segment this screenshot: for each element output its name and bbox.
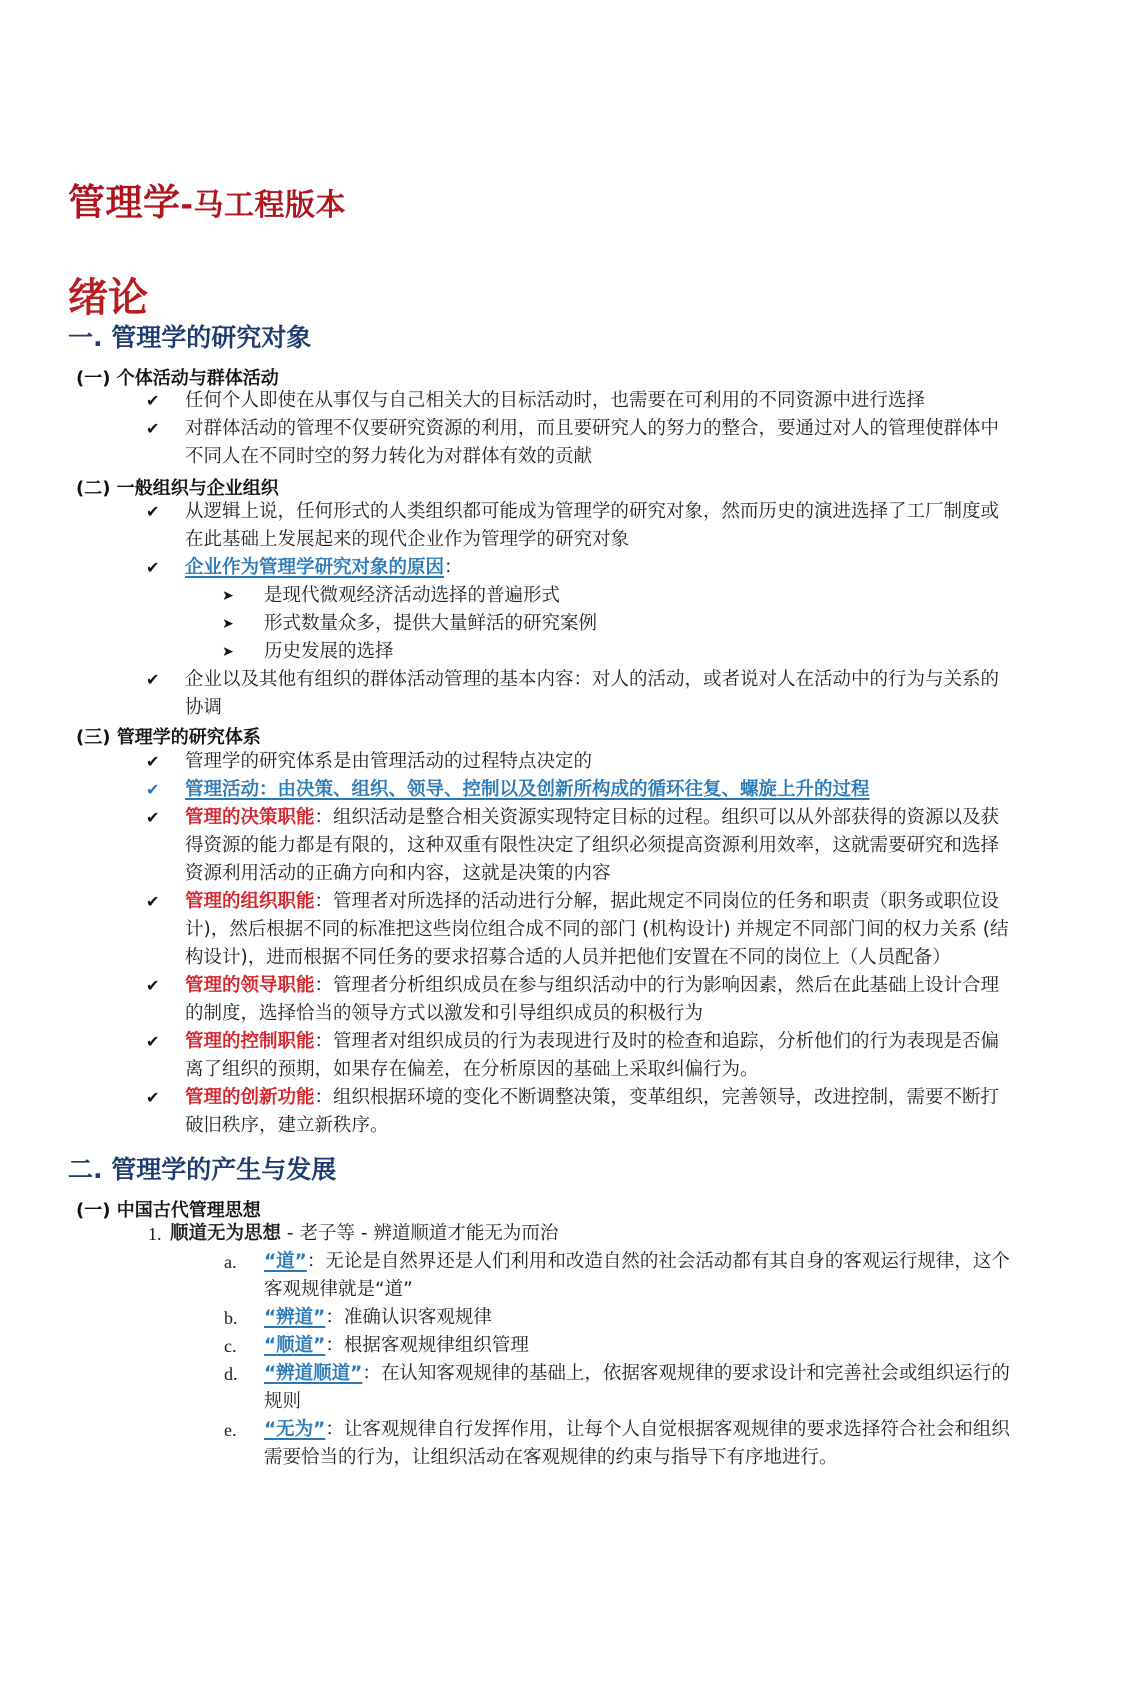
check-icon: ✔	[146, 752, 160, 771]
function-text-cont: 破旧秩序，建立新秩序。	[185, 1115, 389, 1136]
document-title	[68, 172, 346, 226]
check-icon: ✔	[146, 558, 160, 577]
term-text	[264, 1250, 1010, 1274]
check-icon: ✔	[146, 976, 160, 995]
list-number: 1.	[148, 1224, 162, 1244]
bullet-text: 对群体活动的管理不仅要研究资源的利用，而且要研究人的努力的整合，要通过对人的管理使群体中	[185, 418, 1000, 439]
term-text	[264, 1362, 1010, 1386]
term-text-cont: 客观规律就是“道”	[264, 1279, 413, 1300]
title-sub: -马工程版本	[180, 188, 346, 223]
bullet-text-cont: 在此基础上发展起来的现代企业作为管理学的研究对象	[185, 529, 630, 550]
sub-bullet-text: 形式数量众多，提供大量鲜活的研究案例	[264, 613, 598, 634]
sub-bullet-text: 是现代微观经济活动选择的普遍形式	[264, 585, 561, 606]
sub-bullet-text: 历史发展的选择	[264, 641, 394, 662]
term-text-cont: 规则	[264, 1391, 302, 1412]
term-text	[264, 1418, 1010, 1442]
function-label: 管理的组织职能	[185, 891, 315, 912]
list-letter: e.	[224, 1420, 237, 1440]
function-text	[185, 1086, 999, 1110]
term-desc: ：准确认识客观规律	[325, 1307, 492, 1328]
management-activity-link[interactable]: 管理活动：由决策、组织、领导、控制以及创新所构成的循环往复、螺旋上升的过程	[185, 779, 870, 800]
check-icon: ✔	[146, 808, 160, 827]
check-icon: ✔	[146, 391, 160, 410]
term-text	[264, 1334, 529, 1358]
check-icon: ✔	[146, 419, 160, 438]
reasons-link[interactable]: 企业作为管理学研究对象的原因	[185, 557, 445, 578]
term-link[interactable]: “辨道”	[264, 1307, 326, 1328]
function-text-cont: 得资源的能力都是有限的，这种双重有限性决定了组织必须提高资源利用效率，这就需要研究和选择	[185, 835, 1000, 856]
list-letter: d.	[224, 1364, 238, 1384]
title-main: 管理学	[68, 181, 181, 224]
bullet-text: 任何个人即使在从事仅与自己相关大的目标活动时，也需要在可利用的不同资源中进行选择	[185, 390, 926, 411]
subsection-title: (一) 个体活动与群体活动	[76, 368, 279, 389]
term-text	[264, 1306, 492, 1330]
function-desc: ：管理者对所选择的活动进行分解，据此规定不同岗位的任务和职责（职务或职位设	[314, 891, 1000, 912]
subsection-title: (三) 管理学的研究体系	[76, 727, 261, 748]
bullet-text-cont: 协调	[185, 697, 223, 718]
check-icon: ✔	[146, 892, 160, 911]
section-title: 二. 管理学的产生与发展	[68, 1155, 337, 1184]
term-desc: ：在认知客观规律的基础上，依据客观规律的要求设计和完善社会或组织运行的	[362, 1363, 1010, 1384]
bullet-text	[185, 556, 463, 580]
subsection-title: (二) 一般组织与企业组织	[76, 478, 279, 499]
function-label: 管理的创新功能	[185, 1087, 315, 1108]
arrow-bullet-icon: ➤	[222, 616, 234, 632]
list-letter: a.	[224, 1252, 237, 1272]
bullet-text	[185, 778, 870, 802]
term-link[interactable]: “辨道顺道”	[264, 1363, 363, 1384]
function-desc: ：管理者分析组织成员在参与组织活动中的行为影响因素，然后在此基础上设计合理	[314, 975, 1000, 996]
bullet-text-cont: 不同人在不同时空的努力转化为对群体有效的贡献	[185, 446, 593, 467]
arrow-bullet-icon: ➤	[222, 644, 234, 660]
term-link[interactable]: “道”	[264, 1251, 307, 1272]
function-label: 管理的领导职能	[185, 975, 315, 996]
term-link[interactable]: “无为”	[264, 1419, 326, 1440]
term-text-cont: 需要恰当的行为，让组织活动在客观规律的约束与指导下有序地进行。	[264, 1447, 838, 1468]
colon: ：	[444, 557, 463, 578]
function-text	[185, 1030, 999, 1054]
function-desc: ：管理者对组织成员的行为表现进行及时的检查和追踪，分析他们的行为表现是否偏	[314, 1031, 1000, 1052]
point-title	[170, 1222, 558, 1246]
function-text	[185, 806, 999, 830]
function-text-cont: 计)，然后根据不同的标准把这些岗位组合成不同的部门 (机构设计) 并规定不同部门间的权力关系 (结	[185, 919, 1009, 940]
list-letter: b.	[224, 1308, 238, 1328]
function-text-cont: 构设计)，进而根据不同任务的要求招募合适的人员并把他们安置在不同的岗位上（人员配备）	[185, 947, 951, 968]
term-desc: ：让客观规律自行发挥作用，让每个人自觉根据客观规律的要求选择符合社会和组织	[325, 1419, 1010, 1440]
bullet-text: 从逻辑上说，任何形式的人类组织都可能成为管理学的研究对象，然而历史的演进选择了工厂制度或	[185, 501, 1000, 522]
function-label: 管理的控制职能	[185, 1031, 315, 1052]
term-desc: ：无论是自然界还是人们利用和改造自然的社会活动都有其自身的客观运行规律，这个	[306, 1251, 1010, 1272]
function-label: 管理的决策职能	[185, 807, 315, 828]
check-icon: ✔	[146, 670, 160, 689]
subsection-title: (一) 中国古代管理思想	[76, 1200, 261, 1221]
function-text-cont: 离了组织的预期，如果存在偏差，在分析原因的基础上采取纠偏行为。	[185, 1059, 759, 1080]
function-text-cont: 的制度，选择恰当的领导方式以激发和引导组织成员的积极行为	[185, 1003, 704, 1024]
function-desc: ：组织根据环境的变化不断调整决策，变革组织，完善领导，改进控制，需要不断打	[314, 1087, 1000, 1108]
term-desc: ：根据客观规律组织管理	[325, 1335, 529, 1356]
function-text-cont: 资源利用活动的正确方向和内容，这就是决策的内容	[185, 863, 611, 884]
check-icon: ✔	[146, 1088, 160, 1107]
chapter-title: 绪论	[68, 275, 148, 321]
function-text	[185, 974, 999, 998]
function-text	[185, 890, 999, 914]
list-letter: c.	[224, 1336, 237, 1356]
check-icon: ✔	[146, 502, 160, 521]
arrow-bullet-icon: ➤	[222, 588, 234, 604]
section-title: 一. 管理学的研究对象	[68, 323, 312, 352]
term-link[interactable]: “顺道”	[264, 1335, 326, 1356]
function-desc: ：组织活动是整合相关资源实现特定目标的过程。组织可以从外部获得的资源以及获	[314, 807, 1000, 828]
check-icon: ✔	[146, 1032, 160, 1051]
point-label: 顺道无为思想	[170, 1223, 282, 1244]
point-rest: - 老子等 - 辨道顺道才能无为而治	[281, 1223, 559, 1244]
bullet-text: 企业以及其他有组织的群体活动管理的基本内容：对人的活动，或者说对人在活动中的行为与关系的	[185, 669, 1000, 690]
check-icon: ✔	[146, 780, 160, 799]
bullet-text: 管理学的研究体系是由管理活动的过程特点决定的	[185, 751, 593, 772]
